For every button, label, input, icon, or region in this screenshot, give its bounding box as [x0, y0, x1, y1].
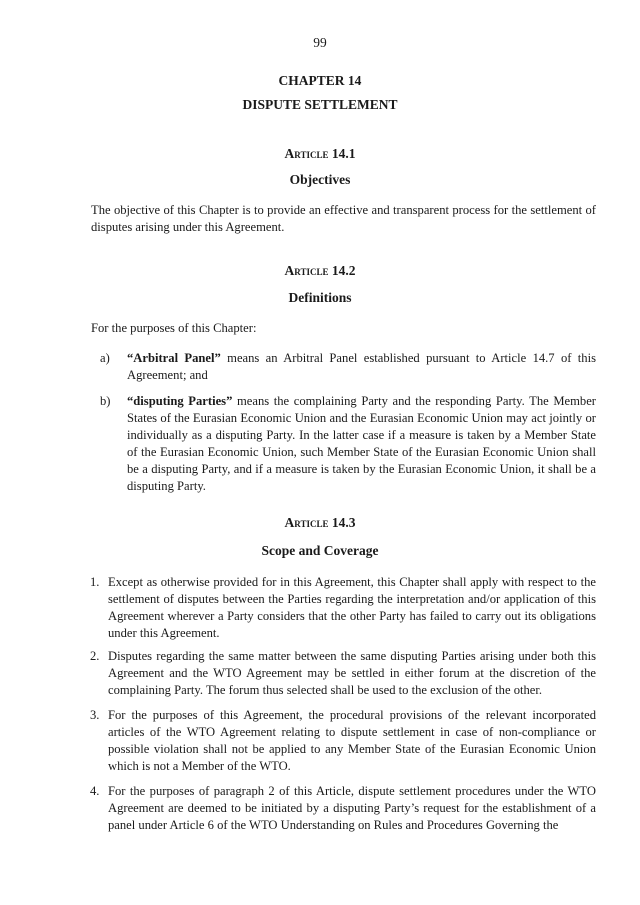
- article-14-1-text: The objective of this Chapter is to provide an effective and transparent process for the settlement of disputes arising under this Agreement.: [91, 203, 596, 234]
- defined-term: “disputing Parties”: [127, 394, 233, 408]
- article-14-2-heading: Definitions: [288, 290, 352, 305]
- numbered-paragraph: [90, 574, 596, 642]
- article-14-2-intro: For the purposes of this Chapter:: [91, 321, 257, 335]
- defined-term: “Arbitral Panel”: [127, 351, 221, 365]
- paragraph-text: Disputes regarding the same matter between the same disputing Parties arising under both this Agreement and the WTO Agreement may be settled in either forum at the discretion of the complaining Party. The forum thus selected shall be used to the exclusion of the other.: [108, 649, 596, 697]
- paragraph-text: For the purposes of this Agreement, the procedural provisions of the relevant incorporated articles of the WTO Agreement relating to dispute settlement in case of non-compliance or possible violation shall not be applied to any Member State of the Eurasian Economic Union which is not a Member of the WTO.: [108, 708, 596, 773]
- definition-text: means an Arbitral Panel established pursuant to Article 14.7 of this Agreement; and: [127, 351, 596, 382]
- item-body: [127, 394, 596, 493]
- paragraph-number: 3.: [90, 708, 100, 722]
- numbered-paragraph: [90, 707, 596, 775]
- item-marker: a): [100, 351, 110, 365]
- article-label-prefix: Article: [284, 263, 329, 278]
- page-number: 99: [313, 35, 327, 50]
- paragraph-text: Except as otherwise provided for in this Agreement, this Chapter shall apply with respect to the settlement of disputes between the Parties regarding the interpretation and/or application of this Agreement wherever a Party considers that the other Party has failed to carry out its obligations under this Agreement.: [108, 575, 596, 640]
- paragraph-number: 1.: [90, 575, 100, 589]
- article-label-number: 14.3: [331, 515, 356, 530]
- numbered-paragraph: [90, 648, 596, 699]
- definition-item: [100, 350, 596, 384]
- article-label-prefix: Article: [284, 146, 329, 161]
- item-marker: b): [100, 394, 111, 408]
- item-body: [127, 351, 596, 382]
- article-label-number: 14.1: [331, 146, 356, 161]
- chapter-number: CHAPTER 14: [278, 73, 362, 88]
- article-label-number: 14.2: [331, 263, 356, 278]
- article-14-2-label: [0, 263, 640, 279]
- paragraph-text: For the purposes of paragraph 2 of this Article, dispute settlement procedures under the WTO Agreement are deemed to be initiated by a disputing Party’s request for the establishment of a panel under Article 6 of the WTO Understanding on Rules and Procedures Governing the: [108, 784, 596, 832]
- article-14-1-label: [0, 146, 640, 162]
- paragraph-number: 2.: [90, 649, 100, 663]
- article-label-prefix: Article: [284, 515, 329, 530]
- article-14-3-heading: Scope and Coverage: [261, 543, 379, 558]
- definition-text: means the complaining Party and the responding Party. The Member States of the Eurasian Economic Union and the Eurasian Economic Union may act jointly or individually as a disputing Party. In the latter case if a measure is taken by a Member State of the Eurasian Economic Union, such Member State of the Eurasian Economic Union shall be a disputing Party, and if a measure is taken by the Eurasian Economic Union, it shall be a disputing Party.: [127, 394, 596, 493]
- article-14-1-heading: Objectives: [289, 172, 351, 187]
- article-14-3-label: [0, 515, 640, 531]
- numbered-paragraph: [90, 783, 596, 834]
- paragraph-number: 4.: [90, 784, 100, 798]
- definition-item: [100, 393, 596, 495]
- chapter-title: DISPUTE SETTLEMENT: [242, 97, 398, 112]
